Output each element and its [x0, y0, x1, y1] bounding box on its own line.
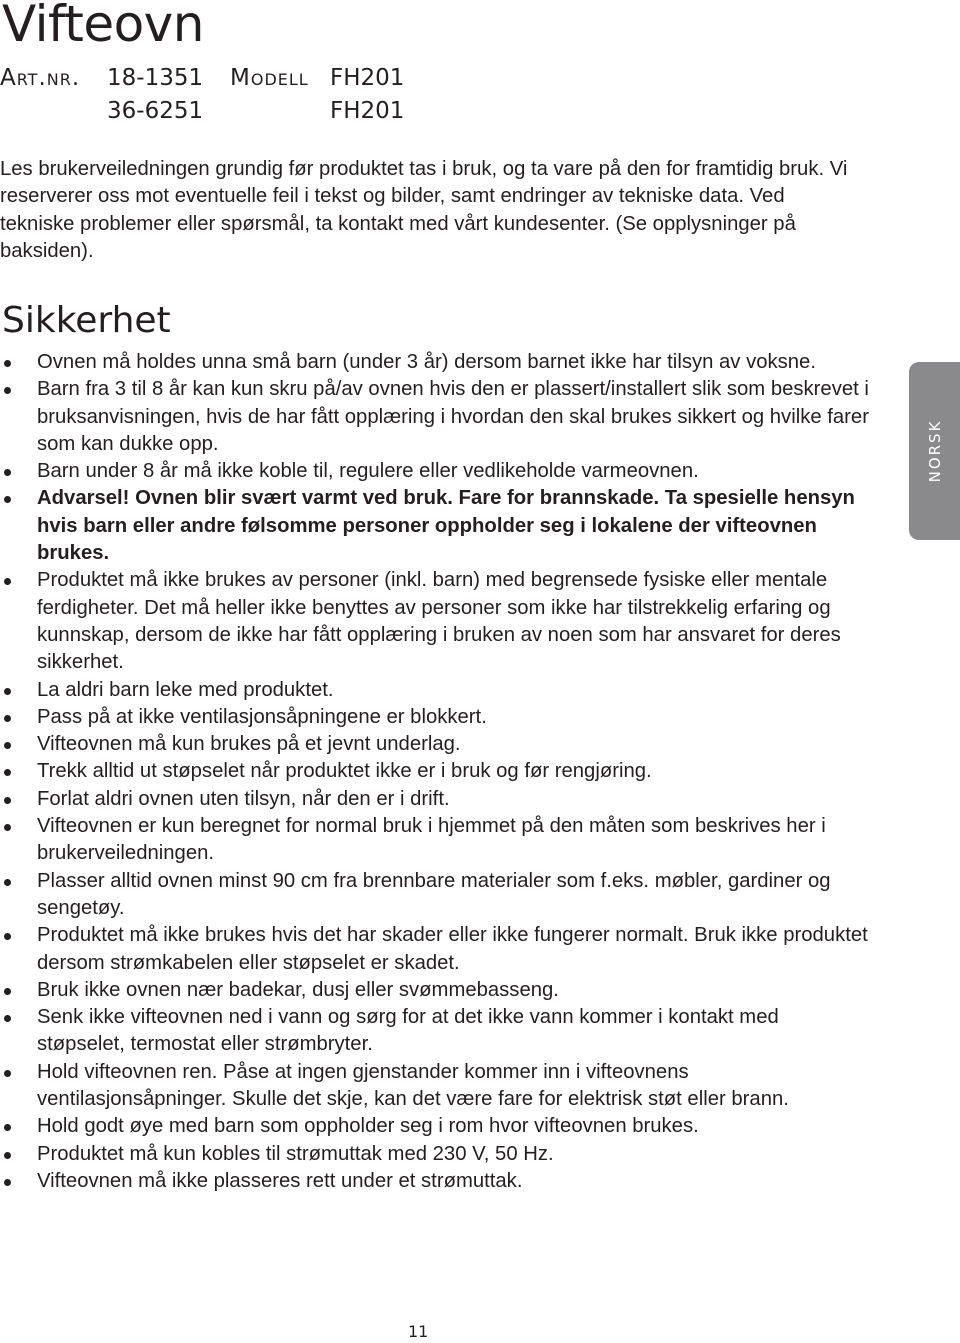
list-item: Trekk alltid ut støpselet når produktet ikke er i bruk og før rengjøring.: [0, 758, 870, 785]
list-item: Plasser alltid ovnen minst 90 cm fra brennbare materialer som f.eks. møbler, gardiner og sengetøy.: [0, 868, 870, 923]
intro-paragraph: Les brukerveiledningen grundig før produktet tas i bruk, og ta vare på den for framtidig bruk. Vi reserverer oss mot eventuelle feil i tekst og bilder, samt endringer av tekniske data. Ved tekniske problemer eller spørsmål, ta kontakt med vårt kundesenter. (Se opplysninger på baksiden).: [0, 158, 848, 262]
list-item: Hold godt øye med barn som oppholder seg i rom hvor vifteovnen brukes.: [0, 1113, 870, 1140]
list-item: Hold vifteovnen ren. Påse at ingen gjenstander kommer inn i vifteovnens ventilasjonsåpninger. Skulle det skje, kan det være fare for elektrisk støt eller brann.: [0, 1059, 870, 1114]
model-value: FH201: [330, 65, 405, 91]
language-tab: [909, 362, 960, 540]
list-item: Forlat aldri ovnen uten tilsyn, når den er i drift.: [0, 786, 870, 813]
list-item: La aldri barn leke med produktet.: [0, 677, 870, 704]
list-item: Barn under 8 år må ikke koble til, regulere eller vedlikeholde varmeovnen.: [0, 458, 870, 485]
page-number: 11: [408, 1322, 429, 1341]
warning-item: Advarsel! Ovnen blir svært varmt ved bruk. Fare for brannskade. Ta spesielle hensyn hvis barn eller andre følsomme personer oppholder seg i lokalene der vifteovnen brukes.: [0, 485, 870, 567]
model-label: Modell: [230, 65, 309, 91]
model-value: FH201: [330, 98, 405, 124]
list-item: Vifteovnen må ikke plasseres rett under et strømuttak.: [0, 1168, 870, 1195]
section-heading-safety: Sikkerhet: [2, 300, 171, 341]
page-title: Vifteovn: [2, 0, 204, 53]
art-nr-value: 36-6251: [107, 98, 204, 124]
list-item: Produktet må ikke brukes av personer (inkl. barn) med begrensede fysiske eller mentale ferdigheter. Det må heller ikke benyttes av personer som ikke har tilstrekkelig erfaring og kunnskap, dersom de ikke har fått opplæring i bruken av noen som har ansvaret for deres sikkerhet.: [0, 567, 870, 676]
safety-list: [0, 349, 870, 1195]
list-item: Barn fra 3 til 8 år kan kun skru på/av ovnen hvis den er plassert/installert slik som beskrevet i bruksanvisningen, hvis de har fått opplæring i hvordan den skal brukes sikkert og hvilke farer som kan dukke opp.: [0, 376, 870, 458]
list-item: Produktet må ikke brukes hvis det har skader eller ikke fungerer normalt. Bruk ikke produktet dersom strømkabelen eller støpselet er skadet.: [0, 922, 870, 977]
art-nr-value: 18-1351: [107, 65, 204, 91]
language-tab-label: NORSK: [925, 419, 944, 483]
list-item: Produktet må kun kobles til strømuttak med 230 V, 50 Hz.: [0, 1141, 870, 1168]
list-item: Bruk ikke ovnen nær badekar, dusj eller svømmebasseng.: [0, 977, 870, 1004]
list-item: Vifteovnen er kun beregnet for normal bruk i hjemmet på den måten som beskrives her i brukerveiledningen.: [0, 813, 870, 868]
list-item: Senk ikke vifteovnen ned i vann og sørg for at det ikke vann kommer i kontakt med støpselet, termostat eller strømbryter.: [0, 1004, 870, 1059]
list-item: Ovnen må holdes unna små barn (under 3 år) dersom barnet ikke har tilsyn av voksne.: [0, 349, 870, 376]
art-nr-label: Art.nr.: [0, 65, 81, 91]
list-item: Vifteovnen må kun brukes på et jevnt underlag.: [0, 731, 870, 758]
list-item: Pass på at ikke ventilasjonsåpningene er blokkert.: [0, 704, 870, 731]
